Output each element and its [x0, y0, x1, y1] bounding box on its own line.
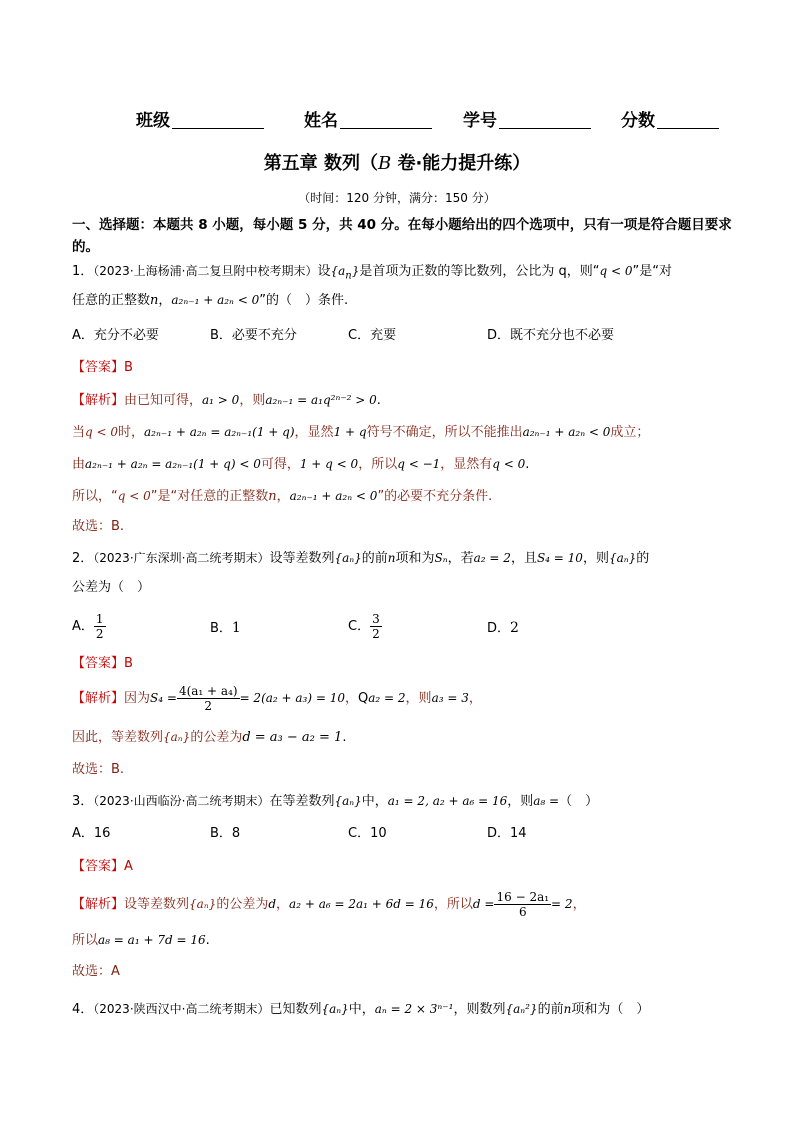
q1-analysis-line2	[72, 422, 649, 443]
q3-a1b: {aₙ}	[189, 897, 217, 911]
q1-a3b: a₂ₙ₋₁ + a₂ₙ = a₂ₙ₋₁(1 + q) < 0	[85, 457, 261, 471]
q1-a4e: ，	[276, 489, 290, 504]
q1-a3d: 1 + q < 0	[299, 457, 359, 471]
q4-stem-c: ，则数列	[453, 1002, 506, 1017]
score-label: 分数	[621, 111, 655, 131]
q2-stem-a: 设等差数列	[269, 551, 335, 566]
q1-a1b: a₁ > 0	[202, 393, 240, 407]
name-field	[304, 106, 432, 131]
q3-c1: a₁ = 2, a₂ + a₆ = 16	[387, 794, 508, 808]
q3-analysis-line2	[72, 930, 210, 951]
q2-c2: S₄ = 10	[536, 551, 583, 565]
q2-stem-b: 的前	[361, 551, 388, 566]
q1-a2f: 1 + q	[333, 425, 367, 439]
q2-option-d[interactable]	[487, 618, 519, 639]
q2-stem-d: ，若	[447, 551, 474, 566]
class-field	[136, 106, 264, 131]
q1-seq-close: }	[351, 264, 360, 278]
q2-frac-num: 4(a₁ + a₄)	[178, 684, 238, 698]
q1-a3a: 由	[72, 457, 86, 472]
q1-a4g: ”的必要不充分条件.	[377, 489, 493, 504]
q1-a3e: ，所以	[358, 457, 398, 472]
q1-analysis-line4	[72, 486, 492, 507]
q1-a1d: a₂ₙ₋₁ = a₁q²ⁿ⁻² > 0	[265, 393, 377, 407]
q1-a2d: a₂ₙ₋₁ + a₂ₙ = a₂ₙ₋₁(1 + q)	[144, 425, 295, 439]
q3-stem-a: 在等差数列	[269, 794, 335, 809]
q2-stem-g: 的	[636, 551, 650, 566]
q3-frac-num: 16 − 2a₁	[496, 890, 550, 904]
q1-a2g: 符号不确定，所以不能推出	[366, 425, 523, 440]
q3-stem-c: ，则	[507, 794, 534, 809]
q1-a4a: 所以，“	[72, 489, 118, 504]
q2-analysis-line2	[72, 727, 346, 748]
id-blank[interactable]	[499, 110, 591, 129]
q2-opt-a-num: 1	[95, 612, 104, 626]
q2-a1h: a₃ = 3	[431, 691, 469, 705]
q4-c1: aₙ = 2 × 3ⁿ⁻¹	[374, 1002, 454, 1016]
id-label: 学号	[463, 111, 497, 131]
q3-seq: {aₙ}	[334, 794, 362, 808]
q1-a3i: .	[525, 457, 530, 472]
q4-seq2: {aₙ²}	[505, 1002, 538, 1016]
q1-a4f: a₂ₙ₋₁ + a₂ₙ < 0	[289, 489, 378, 503]
title-variant: B	[377, 153, 392, 174]
q3-a1f: a₂ + a₆ = 2a₁ + 6d = 16	[289, 897, 434, 911]
q1-option-d[interactable]: D．既不充分也不必要	[487, 328, 615, 343]
q3-a2a: 所以	[72, 933, 99, 948]
q1-answer-label: 【答案】	[72, 360, 125, 375]
q2-opt-b-val: 1	[231, 620, 241, 636]
q1-cond2: a₂ₙ₋₁ + a₂ₙ < 0	[171, 293, 260, 307]
score-blank[interactable]	[657, 110, 719, 129]
q3-a1h: d =	[472, 897, 495, 911]
q1-analysis-line1	[72, 390, 381, 411]
q2-a1i: ，	[468, 691, 482, 706]
q3-option-c[interactable]: C．10	[348, 826, 387, 841]
q3-source: （2023·山西临汾·高二统考期末）	[93, 794, 270, 808]
q1-stem-a: 设	[317, 264, 331, 279]
q1-a1c: ，则	[239, 393, 266, 408]
q2-opt-a-den: 2	[95, 627, 104, 641]
q1-number: 1．	[72, 264, 94, 279]
q2-stem-c: 项和为	[395, 551, 435, 566]
q2-answer-label: 【答案】	[72, 656, 125, 671]
page-title	[0, 149, 794, 175]
q2-a2e: .	[342, 730, 347, 745]
q2-n-var: n	[387, 551, 396, 565]
q3-answer-label: 【答案】	[72, 859, 125, 874]
q3-stem-d: （ ）	[559, 794, 599, 809]
q2-choose: 故选：B.	[72, 762, 125, 777]
q2-opt-c-num: 3	[372, 612, 380, 626]
q1-a3c: 可得，	[260, 457, 300, 472]
class-label: 班级	[136, 111, 170, 131]
q1-a2h: a₂ₙ₋₁ + a₂ₙ < 0	[522, 425, 611, 439]
q1-stem-e: ”的（ ）条件.	[259, 293, 349, 308]
q2-a2c: 的公差为	[190, 730, 243, 745]
q1-option-a[interactable]: A．充分不必要	[72, 328, 159, 343]
q1-a2e: ，显然	[294, 425, 334, 440]
q2-a1a: 因为	[124, 691, 151, 706]
q2-answer-value: B	[124, 656, 133, 671]
q3-option-b[interactable]: B．8	[210, 826, 241, 841]
q2-opt-c-den: 2	[372, 627, 380, 641]
q1-stem-d: 任意的正整数	[72, 293, 151, 308]
q2-option-a[interactable]	[72, 612, 106, 641]
q1-stem-c: ”是“对	[632, 264, 672, 279]
q1-seq-a: {a	[330, 264, 346, 278]
q1-a3h: q < 0	[492, 457, 526, 471]
q3-a1a: 设等差数列	[124, 897, 190, 912]
q4-stem-e: 项和为（ ）	[571, 1002, 650, 1017]
q2-seq: {aₙ}	[334, 551, 362, 565]
q2-option-c[interactable]	[348, 612, 382, 641]
q2-analysis-fraction	[177, 684, 240, 713]
q1-answer	[72, 358, 133, 378]
q2-opt-c-label: C．	[348, 619, 371, 634]
q2-opt-d-label: D．	[487, 621, 511, 636]
q3-a1e: ，	[276, 897, 290, 912]
q1-a4d: n	[268, 489, 277, 504]
q1-a4b: q < 0	[117, 489, 151, 503]
q1-option-c[interactable]: C．充要	[348, 328, 397, 343]
id-field	[463, 106, 591, 131]
q2-opt-d-val: 2	[510, 620, 519, 636]
q2-analysis-line1	[72, 684, 482, 713]
q3-analysis-label: 【解析】	[72, 897, 125, 912]
q1-a2b: q < 0	[85, 425, 119, 439]
q4-number: 4．	[72, 1002, 94, 1017]
q2-stem-e: ，且	[510, 551, 537, 566]
q4-n-var: n	[563, 1002, 572, 1016]
q4-stem	[72, 999, 649, 1020]
time-info: （时间：120 分钟，满分：150 分）	[298, 191, 496, 205]
q1-source: （2023·上海杨浦·高二复旦附中校考期末）	[93, 264, 318, 278]
q4-seq: {aₙ}	[321, 1002, 349, 1016]
q1-stem-line2: 任意的正整数n，a₂ₙ₋₁ + a₂ₙ < 0”的（ ）条件.	[72, 293, 349, 308]
q1-n-var: n	[150, 293, 159, 308]
q2-seq2: {aₙ}	[608, 551, 637, 565]
q2-a1f: a₂ = 2	[368, 691, 406, 705]
score-field	[621, 106, 719, 131]
q2-answer	[72, 654, 133, 674]
q1-a2a: 当	[72, 425, 86, 440]
q4-stem-d: 的前	[537, 1002, 564, 1017]
q3-a1d: d	[268, 897, 277, 911]
q2-option-b[interactable]	[210, 618, 241, 639]
q4-stem-b: 中，	[348, 1002, 375, 1017]
q1-option-b[interactable]: B．必要不充分	[210, 328, 297, 343]
q3-number: 3．	[72, 794, 94, 809]
q2-a1g: ，则	[405, 691, 432, 706]
title-main: 第五章 数列（	[263, 153, 378, 174]
q1-stem-b: 是首项为正数的等比数列，公比为 q，则“	[359, 264, 600, 279]
q2-stem-f: ，则	[582, 551, 609, 566]
q3-analysis-fraction	[494, 890, 551, 919]
q3-a2c: .	[205, 933, 210, 948]
q1-a1a: 由已知可得，	[124, 393, 203, 408]
q1-analysis-line3	[72, 454, 529, 475]
section-heading: 一、选择题：本题共 8 小题，每小题 5 分，共 40 分。在每小题给出的四个选项中，只有一项是符合题目要求的。	[72, 217, 732, 255]
q1-cond1: q < 0	[599, 264, 633, 278]
q2-stem-line1	[72, 548, 649, 569]
q1-choose: 故选：B.	[72, 519, 125, 534]
q3-a1j: ，	[572, 897, 586, 912]
q3-analysis-line1	[72, 890, 586, 919]
q2-opt-a-label: A．	[72, 619, 94, 634]
q3-c2: a₈ =	[533, 794, 560, 808]
q3-stem-b: 中，	[361, 794, 388, 809]
q2-analysis-label: 【解析】	[72, 691, 125, 706]
q1-answer-value: B	[124, 360, 133, 375]
q3-a1i: = 2	[551, 897, 573, 911]
q2-a1b: S₄ =	[150, 691, 177, 705]
q3-stem	[72, 791, 598, 812]
q1-a1e: .	[376, 393, 381, 408]
q3-answer-value: A	[124, 859, 133, 874]
q3-a1g: ，所以	[433, 897, 473, 912]
q3-option-d[interactable]: D．14	[487, 826, 527, 841]
q2-opt-c-fraction	[370, 612, 382, 641]
q3-option-a[interactable]: A．16	[72, 826, 111, 841]
q1-seq-sub: n	[345, 270, 352, 282]
title-rest: 卷·能力提升练）	[391, 153, 531, 174]
q1-a4c: ”是“对任意的正整数	[150, 489, 269, 504]
q2-a2b: {aₙ}	[163, 730, 191, 744]
q4-source: （2023·陕西汉中·高二统考期末）	[93, 1002, 270, 1016]
q2-a2a: 因此，等差数列	[72, 730, 164, 745]
q2-frac-den: 2	[204, 699, 213, 713]
q2-a1d: ，	[345, 691, 359, 706]
q2-a2d: d = a₃ − a₂ = 1	[242, 730, 343, 745]
q3-answer	[72, 857, 133, 877]
q3-a1c: 的公差为	[216, 897, 269, 912]
q2-sn: Sₙ	[434, 551, 448, 565]
q1-a2c: 时，	[118, 425, 145, 440]
q1-stem-line1	[72, 261, 672, 286]
q1-seq	[330, 264, 360, 282]
q3-frac-den: 6	[518, 905, 527, 919]
q2-a1c: = 2(a₂ + a₃) = 10	[239, 691, 345, 705]
q4-stem-a: 已知数列	[269, 1002, 322, 1017]
q3-a2b: a₈ = a₁ + 7d = 16	[98, 933, 206, 947]
q3-choose: 故选：A	[72, 964, 120, 979]
q1-a3f: q < −1	[397, 457, 441, 471]
q2-opt-a-fraction	[94, 612, 106, 641]
q2-number: 2．	[72, 551, 94, 566]
q2-stem-line2: 公差为（ ）	[72, 580, 151, 595]
q2-c1: a₂ = 2	[473, 551, 511, 565]
q2-a1e: Q	[358, 691, 369, 706]
q2-opt-b-label: B．	[210, 621, 232, 636]
class-blank[interactable]	[172, 110, 264, 129]
q1-analysis-label: 【解析】	[72, 393, 125, 408]
q1-a3g: ，显然有	[440, 457, 493, 472]
name-label: 姓名	[304, 111, 338, 131]
q2-source: （2023·广东深圳·高二统考期末）	[93, 551, 270, 565]
q1-a2i: 成立；	[610, 425, 650, 440]
name-blank[interactable]	[340, 110, 432, 129]
